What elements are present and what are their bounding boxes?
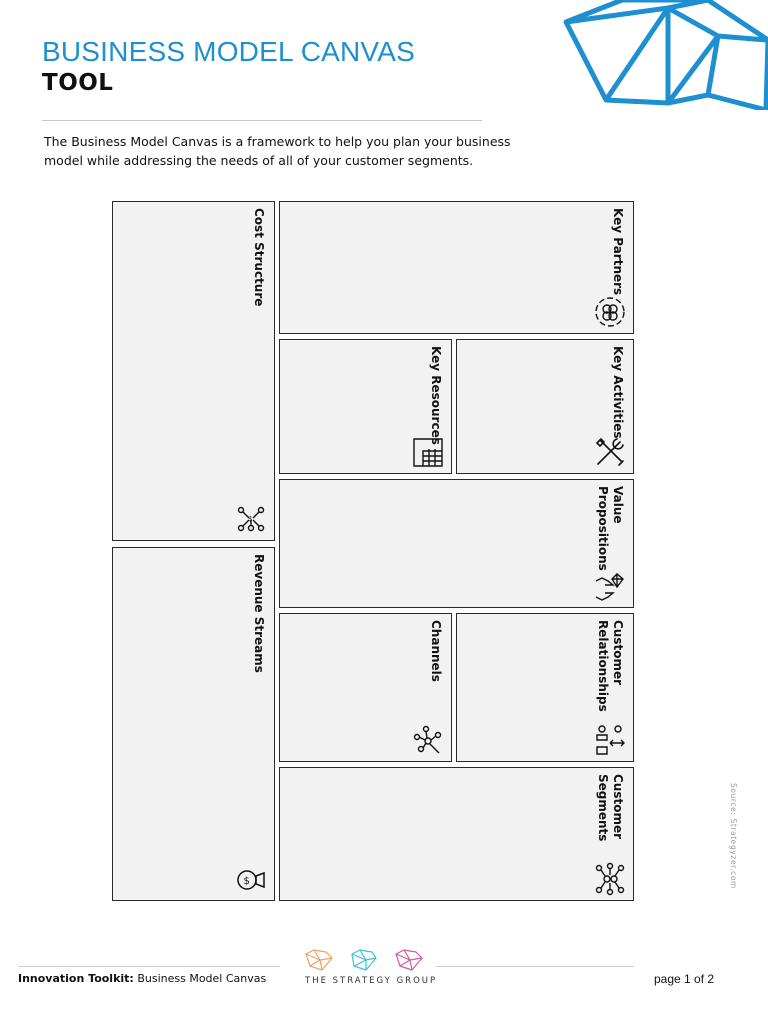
revenue-streams-box (112, 547, 275, 901)
customer-segments-box (279, 767, 634, 901)
flow-icon (234, 502, 268, 536)
page-subtitle: TOOL (42, 70, 114, 96)
svg-text:$: $ (243, 876, 250, 887)
people-arrows-icon (593, 723, 627, 757)
footer-toolkit-name: Business Model Canvas (137, 972, 267, 985)
money-bag-icon (234, 862, 268, 896)
footer-divider-left (18, 966, 280, 967)
footer-toolkit-label: Innovation Toolkit: (18, 972, 134, 985)
geometric-decoration-icon (558, 0, 768, 110)
network-icon (411, 723, 445, 757)
revenue-streams-label: Revenue Streams (252, 554, 266, 673)
channels-box (279, 613, 452, 762)
value-propositions-box (279, 479, 634, 608)
page-number: page 1 of 2 (654, 972, 715, 986)
cost-structure-box (112, 201, 275, 541)
key-activities-label: Key Activities (611, 346, 625, 439)
key-partners-box (279, 201, 634, 334)
key-resources-box (279, 339, 452, 474)
svg-text:$: $ (248, 515, 253, 523)
handshake-icon (593, 295, 627, 329)
customer-relationships-label: Customer Relationships (596, 620, 625, 712)
key-partners-label: Key Partners (611, 208, 625, 296)
footer-toolkit (18, 972, 266, 985)
key-activities-box (456, 339, 634, 474)
customer-segments-label: Customer Segments (596, 774, 625, 842)
source-credit: Source: Strategyzer.com (729, 783, 738, 889)
value-propositions-label: Value Propositions (596, 486, 625, 571)
strategy-group-logo-icon (300, 946, 430, 974)
people-network-icon (593, 862, 627, 896)
factory-icon (411, 435, 445, 469)
customer-relationships-box (456, 613, 634, 762)
brand-name: THE STRATEGY GROUP (305, 976, 438, 986)
cost-structure-label: Cost Structure (252, 208, 266, 307)
intro-text: The Business Model Canvas is a framework to help you plan your business model while addressing the needs of all of your customer segments. (44, 134, 511, 168)
gift-hands-icon (593, 569, 627, 603)
title-divider (42, 120, 482, 121)
page-title: BUSINESS MODEL CANVAS (42, 36, 415, 67)
tools-icon (593, 435, 627, 469)
key-resources-label: Key Resources (429, 346, 443, 445)
channels-label: Channels (429, 620, 443, 682)
footer-divider-right (436, 966, 634, 967)
